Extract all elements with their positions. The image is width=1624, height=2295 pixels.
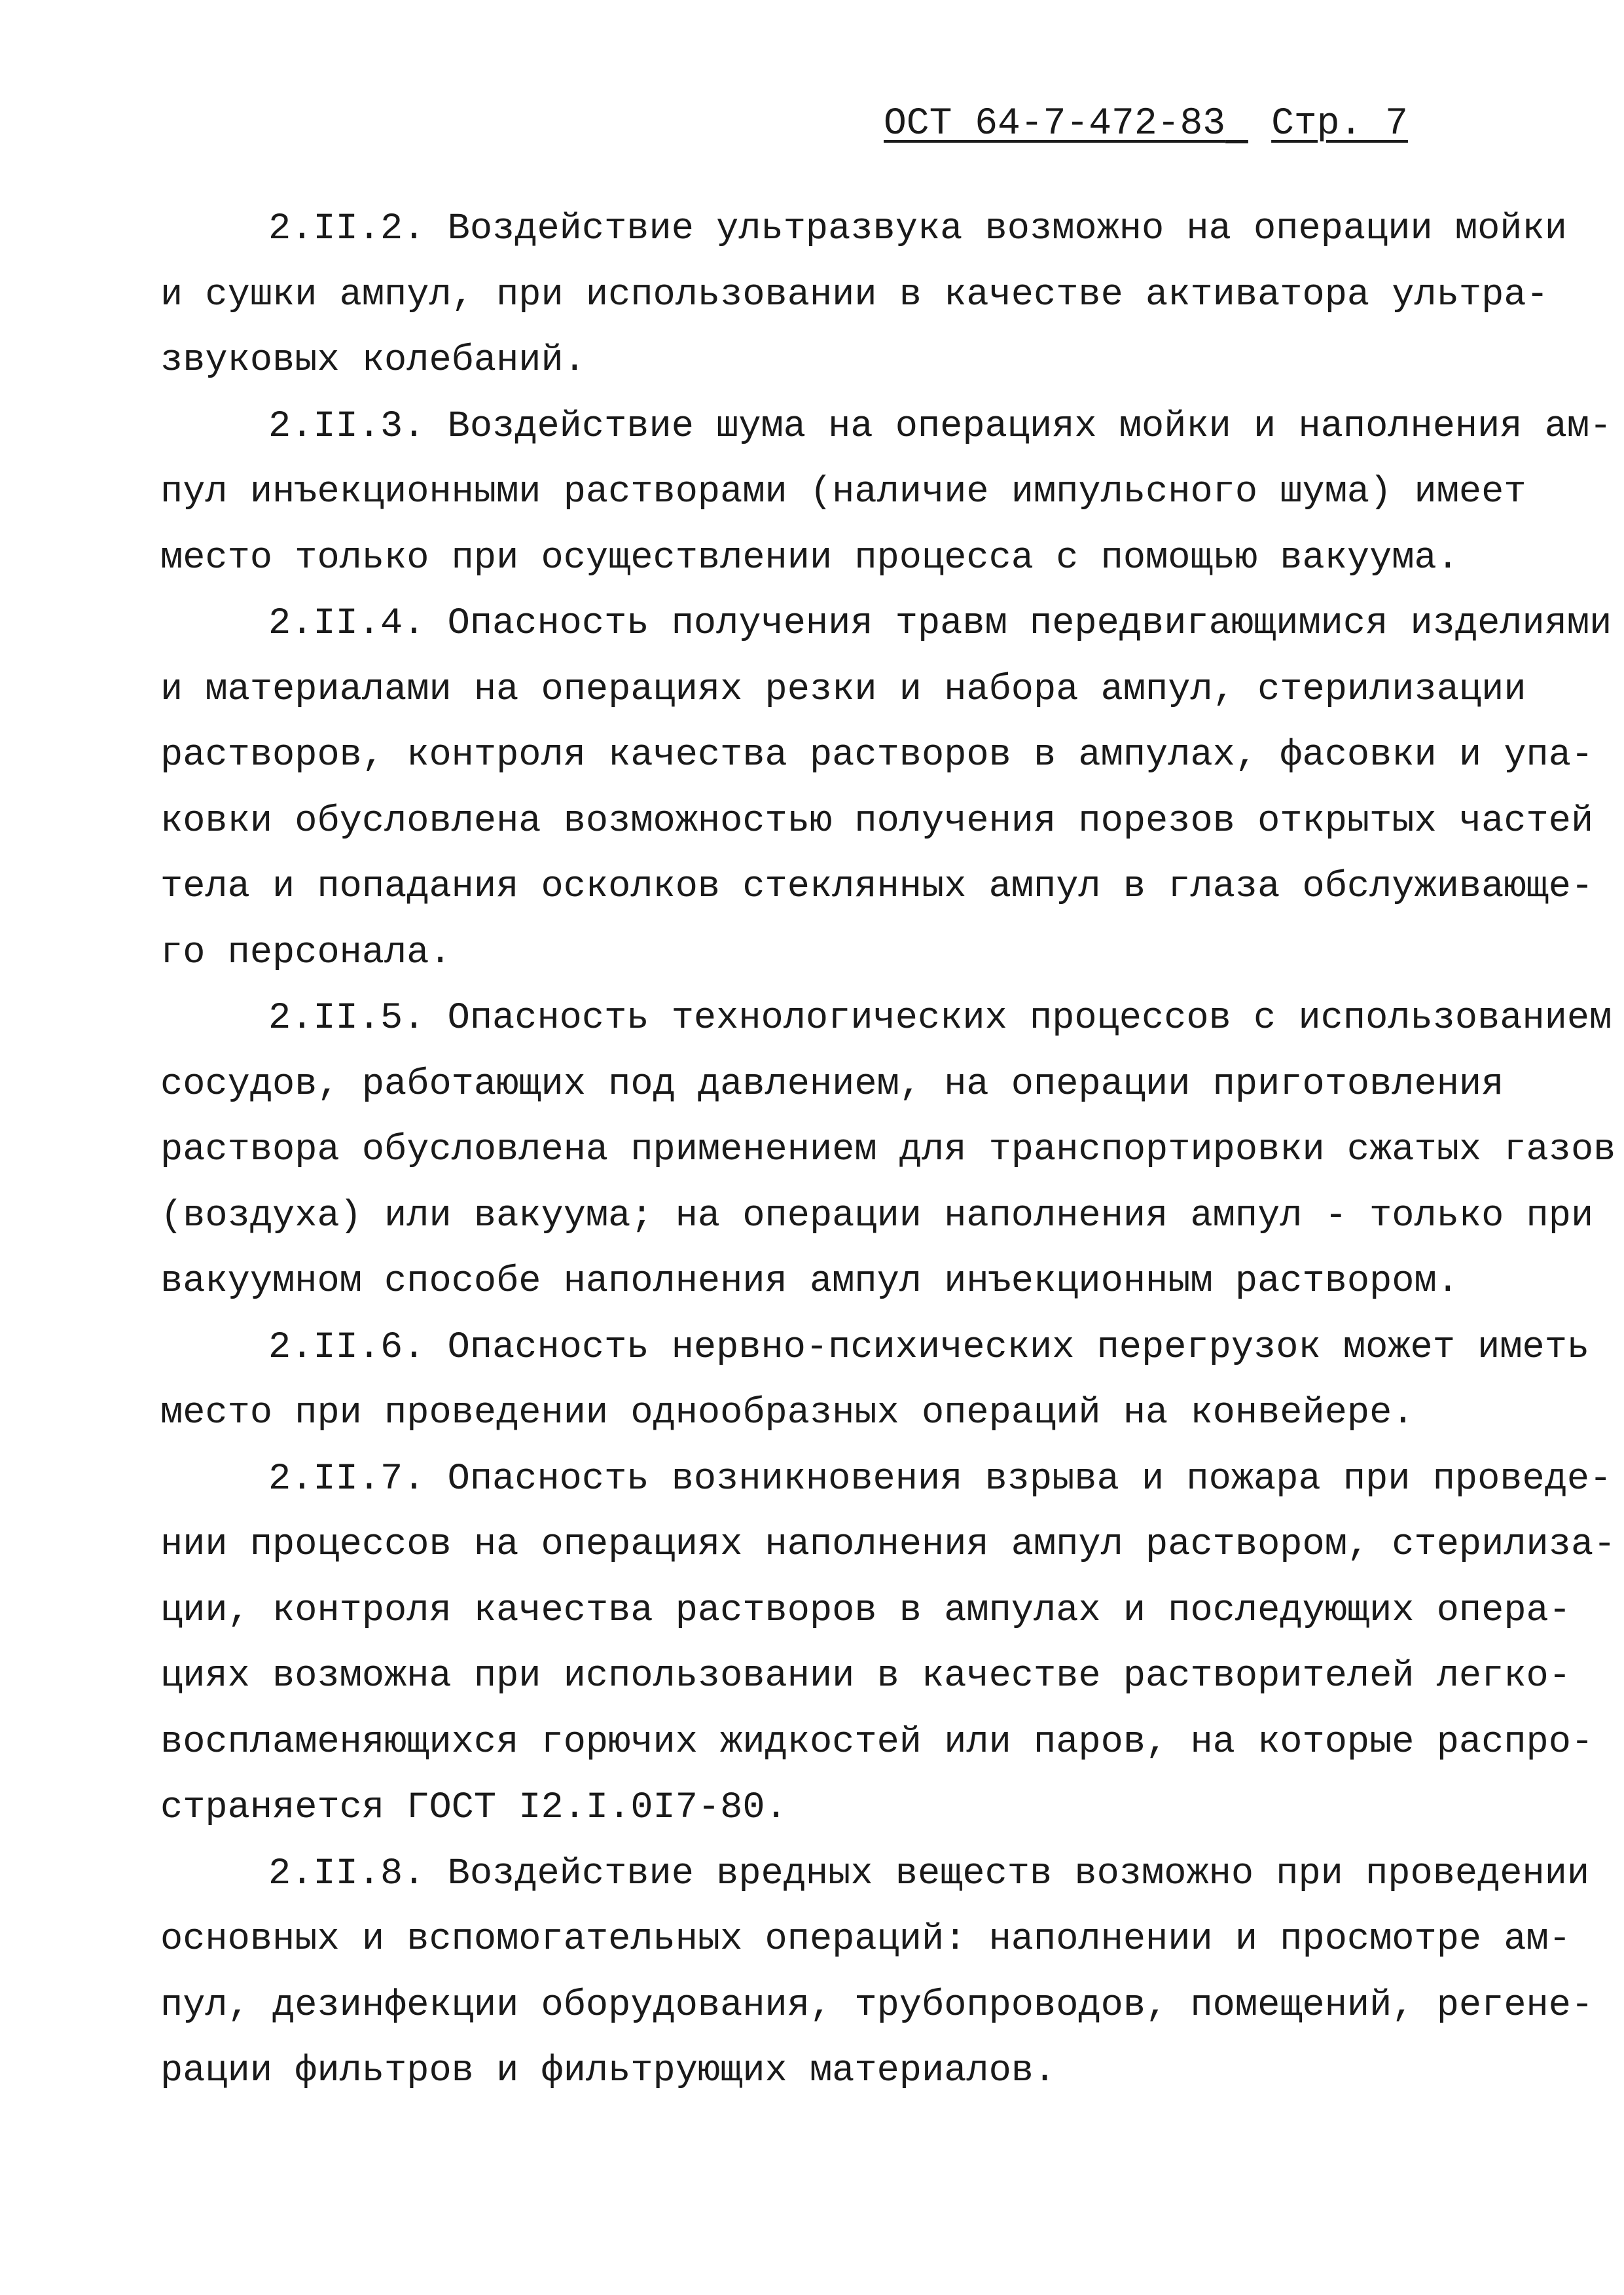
text-line: звуковых колебаний. — [160, 340, 586, 382]
text-line: нии процессов на операциях наполнения ампул раствором, стерилиза- — [160, 1524, 1616, 1566]
text-line: вакуумном способе наполнения ампул инъекционным раствором. — [160, 1261, 1459, 1303]
paragraph-2-11-4 — [160, 591, 1612, 986]
document-code: ОСТ 64-7-472-83 — [884, 103, 1226, 145]
text-line: ции, контроля качества растворов в ампулах и последующих опера- — [160, 1589, 1571, 1632]
page-number: Стр. 7 — [1271, 103, 1408, 145]
text-line: (воздуха) или вакуума; на операции наполнения ампул - только при — [160, 1195, 1594, 1237]
paragraph-2-11-6 — [160, 1315, 1590, 1447]
text-line: тела и попадания осколков стеклянных ампул в глаза обслуживающе- — [160, 866, 1594, 908]
text-line: основных и вспомогательных операций: наполнении и просмотре ам- — [160, 1919, 1571, 1961]
text-line: место только при осуществлении процесса с помощью вакуума. — [160, 537, 1459, 579]
paragraph-2-11-2 — [160, 196, 1567, 394]
text-line: циях возможна при использовании в качестве растворителей легко- — [160, 1655, 1571, 1697]
text-line: воспламеняющихся горючих жидкостей или паров, на которые распро- — [160, 1721, 1594, 1763]
paragraph-2-11-7 — [160, 1447, 1616, 1841]
text-line: раствора обусловлена применением для транспортировки сжатых газов — [160, 1129, 1616, 1171]
text-line: 2.II.3. Воздействие шума на операциях мойки и наполнения ам- — [268, 405, 1612, 448]
paragraph-2-11-5 — [160, 986, 1616, 1315]
page-header — [884, 98, 1407, 151]
text-line: 2.II.5. Опасность технологических процессов с использованием — [268, 998, 1612, 1039]
paragraph-2-11-3 — [160, 394, 1612, 592]
text-line: 2.II.7. Опасность возникновения взрыва и пожара при проведе- — [268, 1458, 1612, 1500]
text-line: рации фильтров и фильтрующих материалов. — [160, 2050, 1056, 2092]
text-line: и материалами на операциях резки и набора ампул, стерилизации — [160, 668, 1526, 711]
text-line: ковки обусловлена возможностью получения порезов открытых частей — [160, 800, 1594, 842]
text-line: го персонала. — [160, 931, 452, 974]
text-line: 2.II.8. Воздействие вредных веществ возможно при проведении — [268, 1852, 1590, 1895]
text-line: 2.II.4. Опасность получения травм передвигающимися изделиями — [268, 603, 1612, 645]
text-line: сосудов, работающих под давлением, на операции приготовления — [160, 1063, 1504, 1106]
document-body — [160, 196, 1616, 2105]
text-line: пул, дезинфекции оборудования, трубопроводов, помещений, регене- — [160, 1984, 1594, 2027]
paragraph-2-11-8 — [160, 1841, 1594, 2105]
text-line: место при проведении однообразных операций на конвейере. — [160, 1392, 1415, 1434]
text-line: 2.II.2. Воздействие ультразвука возможно на операции мойки — [268, 208, 1567, 250]
text-line: 2.II.6. Опасность нервно-психических перегрузок может иметь — [268, 1326, 1590, 1369]
text-line: пул инъекционными растворами (наличие импульсного шума) имеет — [160, 471, 1526, 513]
text-line: и сушки ампул, при использовании в качестве активатора ультра- — [160, 274, 1549, 316]
header-gap — [1225, 98, 1271, 151]
text-line: растворов, контроля качества растворов в ампулах, фасовки и упа- — [160, 734, 1594, 776]
text-line: страняется ГОСТ I2.I.0I7-80. — [160, 1787, 787, 1829]
